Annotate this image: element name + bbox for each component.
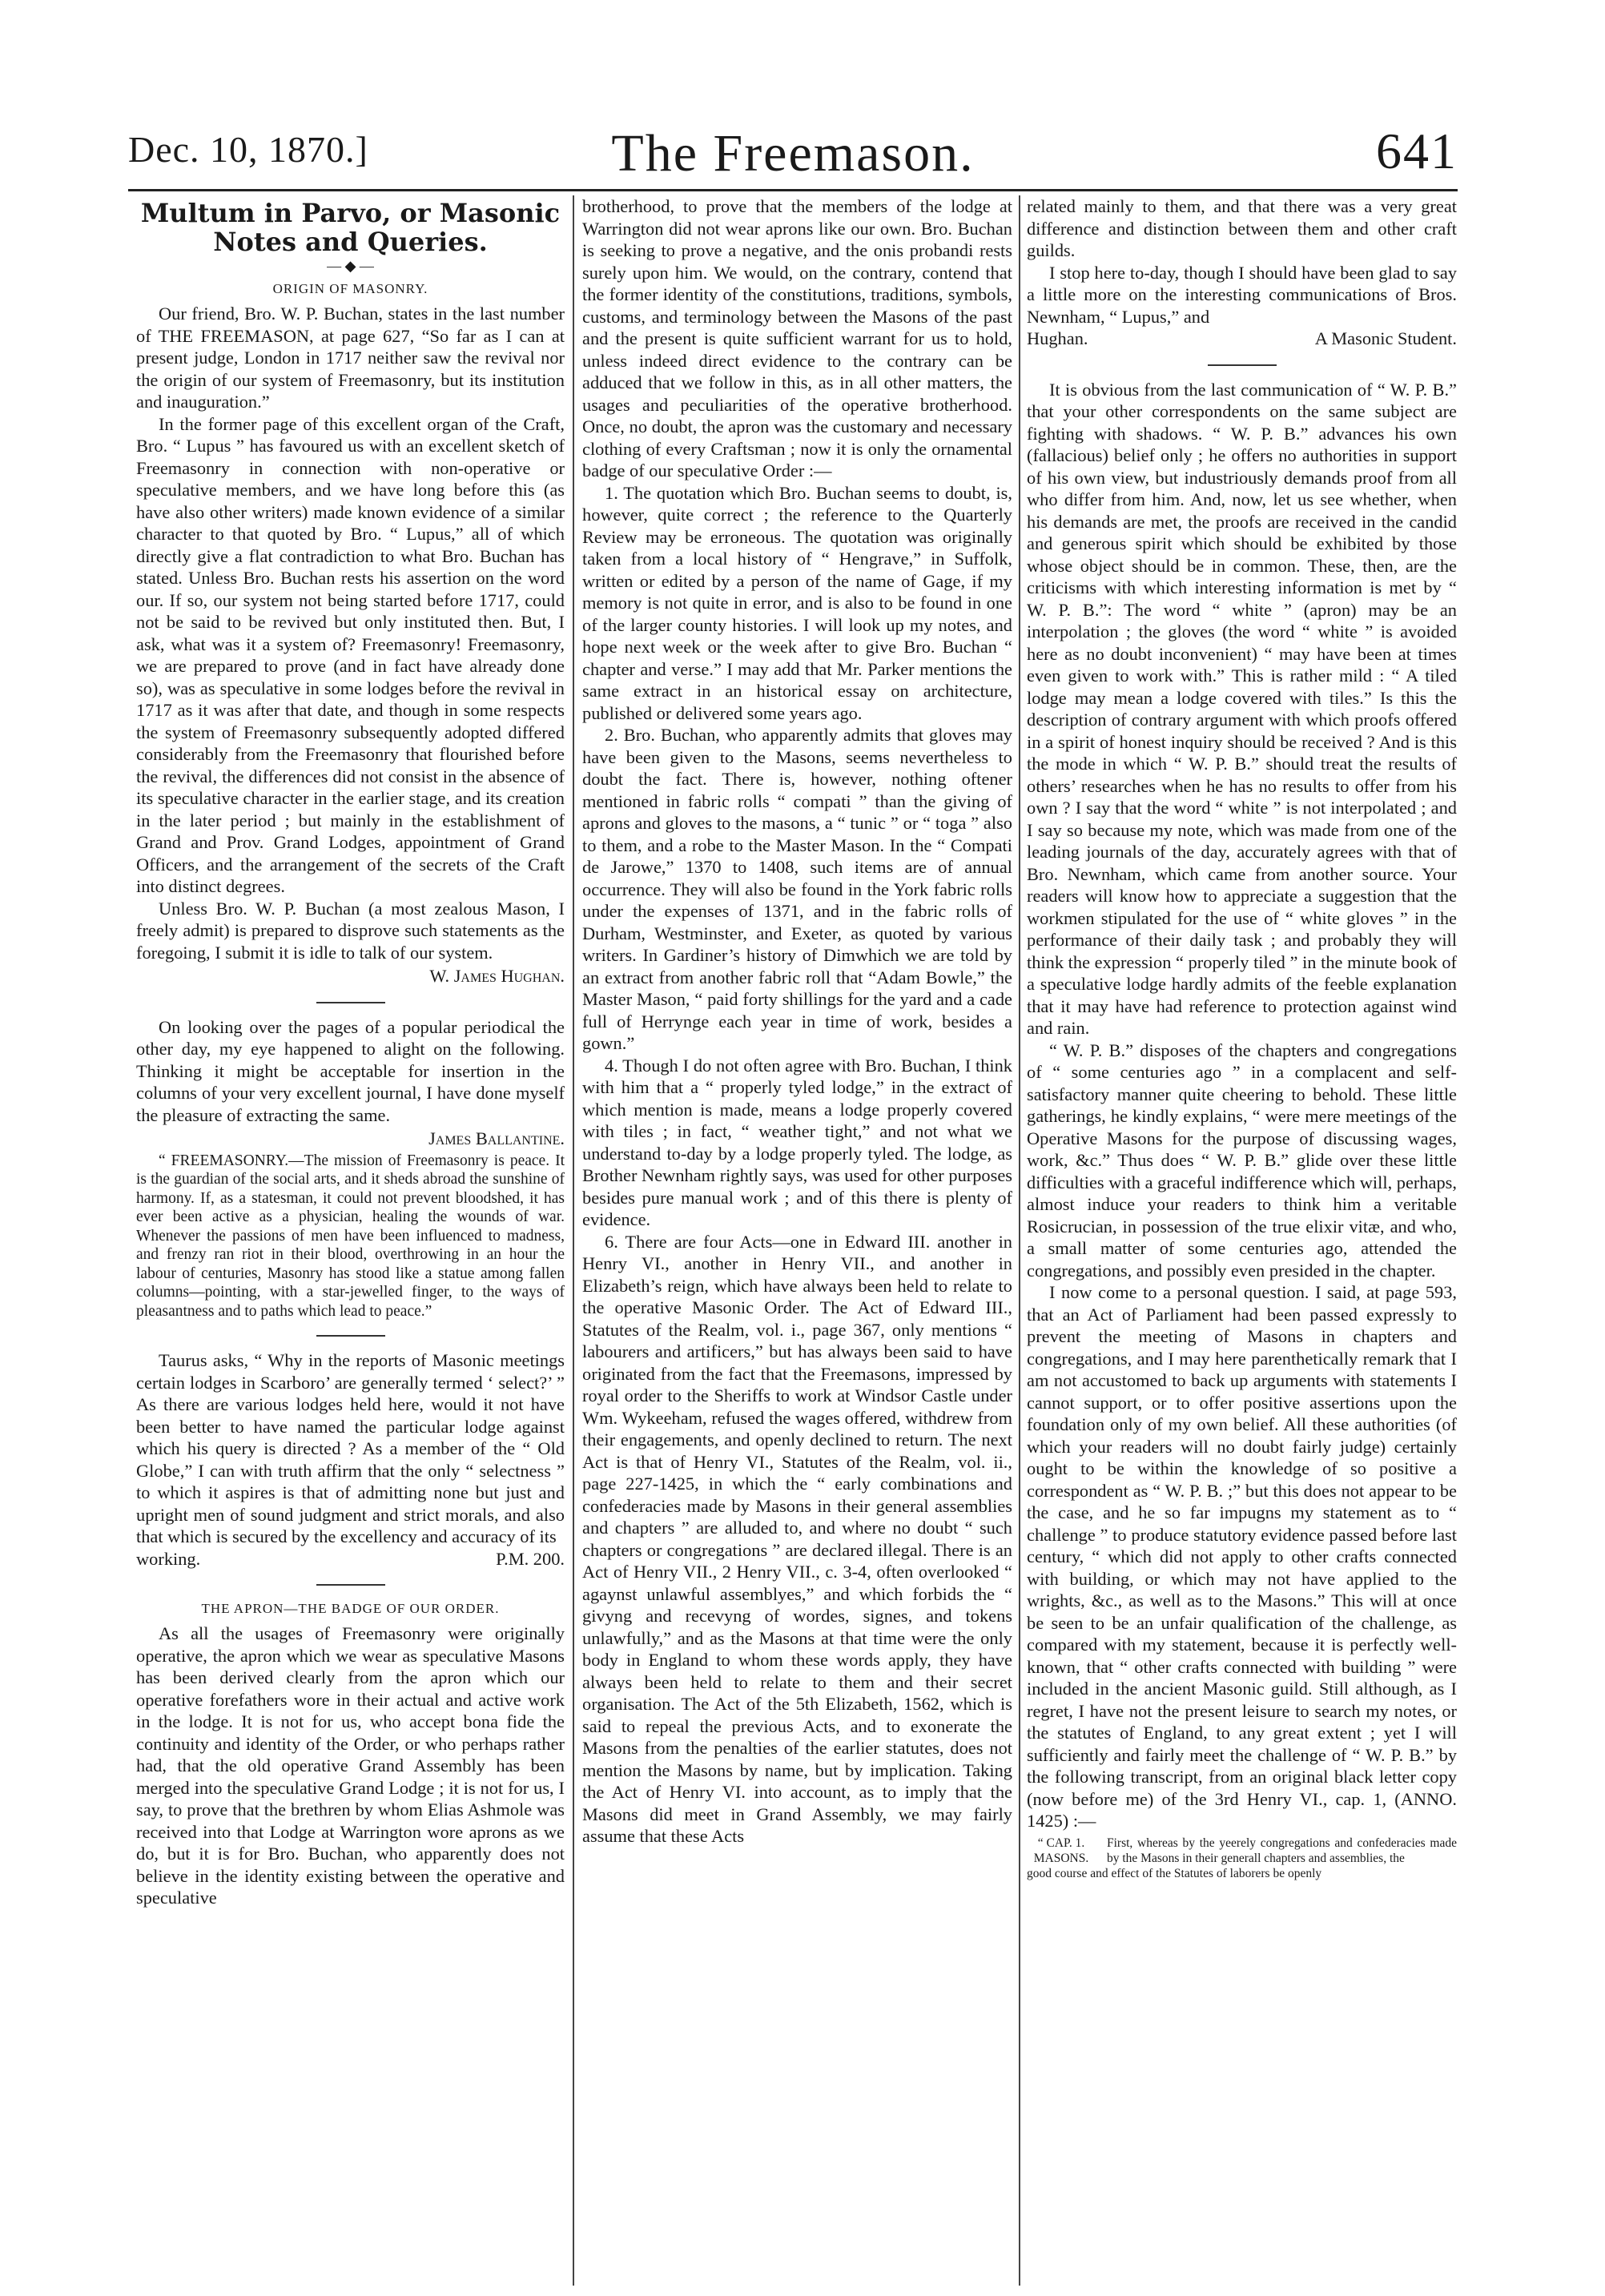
paragraph: 4. Though I do not often agree with Bro. Buchan, I think with him that a “ properly tyled lodge,” in the extract of which mention is made, means a lodge properly covered with tiles ; in fact, “ weather tight,” and not what we understand to-day by a lodge properly tyled. The lodge, as Brother Newnham rightly says, was used for other purposes besides pure manual work ; and of this there is plenty of evidence.: [582, 1055, 1012, 1229]
column-one: [136, 195, 565, 1909]
publication-title: The Freemason.: [611, 124, 975, 183]
signature: W. James Hughan.: [429, 966, 565, 986]
paragraph: Taurus asks, “ Why in the reports of Masonic meetings certain lodges in Scarboro’ are generally termed ‘ select?’ ” As there are various lodges held here, would it not have been better to have named the particular lodge against which his query is directed ? As a member of the “ Old Globe,” I can with truth affirm that the only “ selectness ” to which it aspires is that of admitting none but just and upright men of sound judgment and strict morals, and also that which is secured by the excellency and accuracy of its: [136, 1350, 565, 1546]
paragraph: 2. Bro. Buchan, who apparently admits that gloves may have been given to the Masons, seems nevertheless to doubt the fact. There is, however, nothing oftener mentioned in fabric rolls “ compati ” than the giving of aprons and gloves to the masons, a “ tunic ” or “ toga ” also to them, and a robe to the Master Mason. In the “ Compati de Jarowe,” 1370 to 1408, such items are of annual occurrence. They will also be found in the York fabric rolls under the expenses of 1371, and in the fabric rolls of Durham, Westminster, and Exeter, as quoted by various writers. In Gardiner’s history of Dimwhich we are told by an extract from another fabric roll that “Adam Bowle,” the Master Mason, “ paid forty shillings for the yard and a cade full of Herrynge each year in time of work, besides a gown.”: [582, 725, 1012, 1053]
separator-rule: [316, 1002, 385, 1003]
paragraph: It is obvious from the last communication of “ W. P. B.” that your other correspondents on the same subject are fighting with shadows. “ W. P. B.” advances his own (fallacious) belief only ; he offers no authorities in support of his own view, but industriously demands proof from all who differ from him. And, now, let us see whether, when his demands are met, the proofs are received in the candid and generous spirit which should be exhibited by those whose object should be in common. These, then, are the criticisms with which interesting information is met by “ W. P. B.”: The word “ white ” (apron) may be an interpolation ; the gloves (the word “ white ” is avoided here as no doubt inconvenient) “ may have been at times even given to work with.” This is rather mild : “ A tiled lodge may mean a lodge covered with tiles.” Is this the description of contrary argument with which proofs offered in a spirit of honest inquiry should be received ? And is this the mode in which “ W. P. B.” should treat the results of others’ researches when he has no results to offer from his own ? I say that the word “ white ” is not interpolated ; and I say so because my note, which was made from one of the leading journals of the day, accurately agrees with that of Bro. Newnham, which came from another source. Your readers will know how to appreciate a suggestion that the workmen stipulated for the use of “ white gloves ” in the performance of their daily task ; and probably they will think the expression “ properly tiled ” in the minute book of a speculative lodge hardly admits of the feeble explanation that it may have had reference to protection against wind and rain.: [1027, 379, 1457, 1038]
paragraph: I now come to a personal question. I said, at page 593, that an Act of Parliament had been passed expressly to prevent the meeting of Masons in chapters and congregations, and I may here parenthetically remark that I am not accustomed to back up arguments with statements I cannot support, or to offer positive assertions upon the foundation only of my own belief. All these authorities (of which your readers will no doubt fairly judge) certainly ought to be within the knowledge of so positive a correspondent as “ W. P. B. ;” but this does not appear to be the case, and he so far impugns my statement as to “ challenge ” to produce statutory evidence passed before last century, “ which did not apply to other crafts connected with building, or which may not have applied to the wrights, &c., as well as to the Masons.” This will at once be seen to be an unfair qualification of the challenge, as compared with my statement, because it is perfectly well-known, that “ other crafts connected with building ” were included in the ancient Masonic guild. Still although, as I regret, I have not the present leisure to search my notes, or the statutes of England, to any great extent ; yet I will sufficiently and fairly meet the challenge of “ W. P. B.” by the following transcript, from an original black letter copy (now before me) of the 3rd Henry VI., cap. 1, (ANNO. 1425) :—: [1027, 1282, 1457, 1831]
separator-rule: [1208, 364, 1277, 366]
paragraph: I stop here to-day, though I should have been glad to say a little more on the interesting communications of Bros. Newnham, “ Lupus,” and: [1027, 262, 1457, 327]
section-title: Multum in Parvo, or Masonic Notes and Queries.: [140, 198, 561, 257]
paragraph: 6. There are four Acts—one in Edward III. another in Henry VI., another in Henry VII., and another in Elizabeth’s reign, which have always been held to relate to the operative Masonic Order. The Act of Edward III., Statutes of the Realm, vol. i., page 367, only mentions “ labourers and artificers,” but has always been said to have originated from the fact that the Freemasons, impressed by royal order to the Sheriffs to work at Windsor Castle under Wm. Wykeeham, refused the wages offered, withdrew from their engagements, and openly declined to return. The next Act is that of Henry VI., Statutes of the Realm, vol. ii., page 227-1425, in which the “ early combinations and confederacies made by Masons in their general assemblies and chapters ” are alluded to, and where no doubt “ such chapters or congregations ” are declared illegal. There is an Act of Henry VII., 2 Henry VII., c. 3-4, often overlooked “ agaynst unlawful assemblyes,” and which forbids the “ givyng and recevyng of wordes, signes, and tokens unlawfully,” and as the Masons at that time were the only body in England to whom these words apply, they have always been held to relate to them and their secret organisation. The Act of the 5th Elizabeth, 1562, which is said to repeal the previous Acts, and to exonerate the Masons from the penalties of the earlier statutes, does not mention the Masons by name, but by implication. Taking the Act of Henry VI. into account, as to imply that the Masons did meet in Grand Assembly, we may fairly assume that these Acts: [582, 1231, 1012, 1846]
ornament-icon: — ◆ —: [327, 258, 374, 274]
paragraph: Our friend, Bro. W. P. Buchan, states in the last number of THE FREEMASON, at page 627, “So far as I can at present judge, London in 1717 neither saw the revival nor the origin of our system of Freemasonry, but its institution and inauguration.”: [136, 304, 565, 412]
statute-text: good course and effect of the Statutes of laborers be openly: [1027, 1866, 1322, 1880]
paragraph: In the former page of this excellent organ of the Craft, Bro. “ Lupus ” has favoured us with an excellent sketch of Freemasonry in connection with non-operative or speculative members, and we have long before this (as have also other writers) made known evidence of a similar character to that quoted by Bro. “ Lupus,” all of which directly give a flat contradiction to what Bro. Buchan has stated. Unless Bro. Buchan rests his assertion on the word our. If so, our system not being started before 1717, could not be said to be revived but only instituted then. But, I ask, what was it a system of? Freemasonry! Freemasonry, we are prepared to prove (and in fact have already done so), was as speculative in some lodges before the revival in 1717 as it was after that date, and though in some respects the system of Freemasonry subsequently adopted differed considerably from the Freemasonry that flourished before the revival, the differences did not consist in the absence of its speculative character in the earlier stage, and its creation in the later period ; but mainly in the establishment of Grand and Prov. Grand Lodges, appointment of Grand Officers, and the arrangement of the secrets of the Craft into distinct degrees.: [136, 413, 565, 896]
paragraph: As all the usages of Freemasonry were originally operative, the apron which we wear as speculative Masons has been derived clearly from the apron which our operative forefathers wore in their actual and active work in the lodge. It is not for us, who accept bona fide the continuity and identity of the Order, or who perhaps rather had, that the old operative Grand Assembly has been merged into the speculative Grand Lodge ; it is not for us, I say, to prove that the brethren by whom Elias Ashmole was received into that Lodge at Warrington wore aprons as we do, but it is for Bro. Buchan, who apparently does not believe in the identity existing between the operative and speculative: [136, 1623, 565, 1908]
signature: James Ballantine.: [428, 1128, 565, 1148]
signoff-line: [1027, 328, 1457, 350]
signoff-line: [136, 1548, 565, 1570]
paragraph: “ W. P. B.” disposes of the chapters and congregations of “ some centuries ago ” in a complacent and self-satisfactory manner quite cheering to behold. These little gatherings, he kindly explains, “ were mere meetings of the Operative Masons for the purpose of discussing wages, work, &c.” Thus does “ W. P. B.” glide over these little difficulties with a graceful indifference which will, perhaps, almost induce your readers to think him a veritable Rosicrucian, in possession of the true elixir vitæ, and who, a small matter of some centuries ago, attended the congregations, and possibly even presided in the chapter.: [1027, 1039, 1457, 1281]
column-two: [582, 195, 1012, 1848]
signoff-left: working.: [136, 1548, 201, 1569]
paragraph: brotherhood, to prove that the members of the lodge at Warrington did not wear aprons like our own. Bro. Buchan is seeking to prove a negative, and the onis probandi rests surely upon him. We would, on the contrary, contend that the former identity of the constitutions, traditions, symbols, customs, and terminology between the Masons of the past and the present is quite sufficient warrant for us to hold, unless indeed direct evidence to the contrary can be adduced that we follow in this, as in all other matters, the usages and peculiarities of the operative brotherhood. Once, no doubt, the apron was the customary and necessary clothing of every Craftsman ; now it is only the ornamental badge of our speculative Order :—: [582, 196, 1012, 481]
page-number: 641: [1376, 123, 1458, 179]
paragraph: Unless Bro. W. P. Buchan (a most zealous Mason, I freely admit) is prepared to disprove such statements as the foregoing, I submit it is idle to talk of our system.: [136, 898, 565, 963]
column-divider: [1019, 195, 1020, 2286]
separator-rule: [316, 1335, 385, 1337]
paragraph: On looking over the pages of a popular periodical the other day, my eye happened to alight on the following. Thinking it might be acceptable for insertion in the columns of your very excellent journal, I have done myself the pleasure of extracting the same.: [136, 1016, 565, 1125]
masthead: [128, 123, 1458, 192]
issue-date: Dec. 10, 1870.]: [128, 129, 368, 170]
column-divider: [573, 195, 574, 2286]
signature: A Masonic Student.: [1314, 328, 1457, 348]
statute-text: First, whereas by the yeerely congregations and confederacies made by the Masons in their generall chapters and assemblies, the: [1107, 1836, 1457, 1865]
signature: P.M. 200.: [496, 1548, 565, 1569]
paragraph: 1. The quotation which Bro. Buchan seems to doubt, is, however, quite correct ; the reference to the Quarterly Review may be erroneous. The quotation was originally taken from a local history of “ Hengrave,” in Suffolk, written or edited by a person of the name of Gage, if my memory is not quite in error, and is also to be found in one of the larger county histories. I will look up my notes, and hope next week or the week after to give Bro. Buchan “ chapter and verse.” I may add that Mr. Parker mentions the same extract in an historical essay on architecture, published or delivered some years ago.: [582, 482, 1012, 723]
column-three: [1027, 195, 1457, 1881]
quoted-statute: [1027, 1836, 1457, 1866]
signoff-left: Hughan.: [1027, 328, 1088, 348]
quoted-paragraph: “ FREEMASONRY.—The mission of Freemasonry is peace. It is the guardian of the social arts, and it sheds abroad the sunshine of harmony. If, as a statesman, it could not prevent bloodshed, it has ever been active as a physician, healing the wounds of war. Whenever the passions of men have been influenced to madness, and frenzy ran riot in their blood, overthrowing in an hour the labour of centuries, Masonry has stood like a statue among fallen columns—pointing, with a star-jewelled finger, to the ways of pleasantness and to paths which lead to peace.”: [136, 1152, 565, 1320]
article-heading: ORIGIN OF MASONRY.: [272, 281, 428, 296]
statute-margin-note: “ CAP. 1. MASONS.: [1033, 1836, 1089, 1865]
masthead-rule: [128, 189, 1458, 191]
article-heading: THE APRON—THE BADGE OF OUR ORDER.: [201, 1601, 500, 1616]
separator-rule: [316, 1584, 385, 1586]
paragraph: related mainly to them, and that there was a very great difference and distinction between them and other craft guilds.: [1027, 196, 1457, 260]
